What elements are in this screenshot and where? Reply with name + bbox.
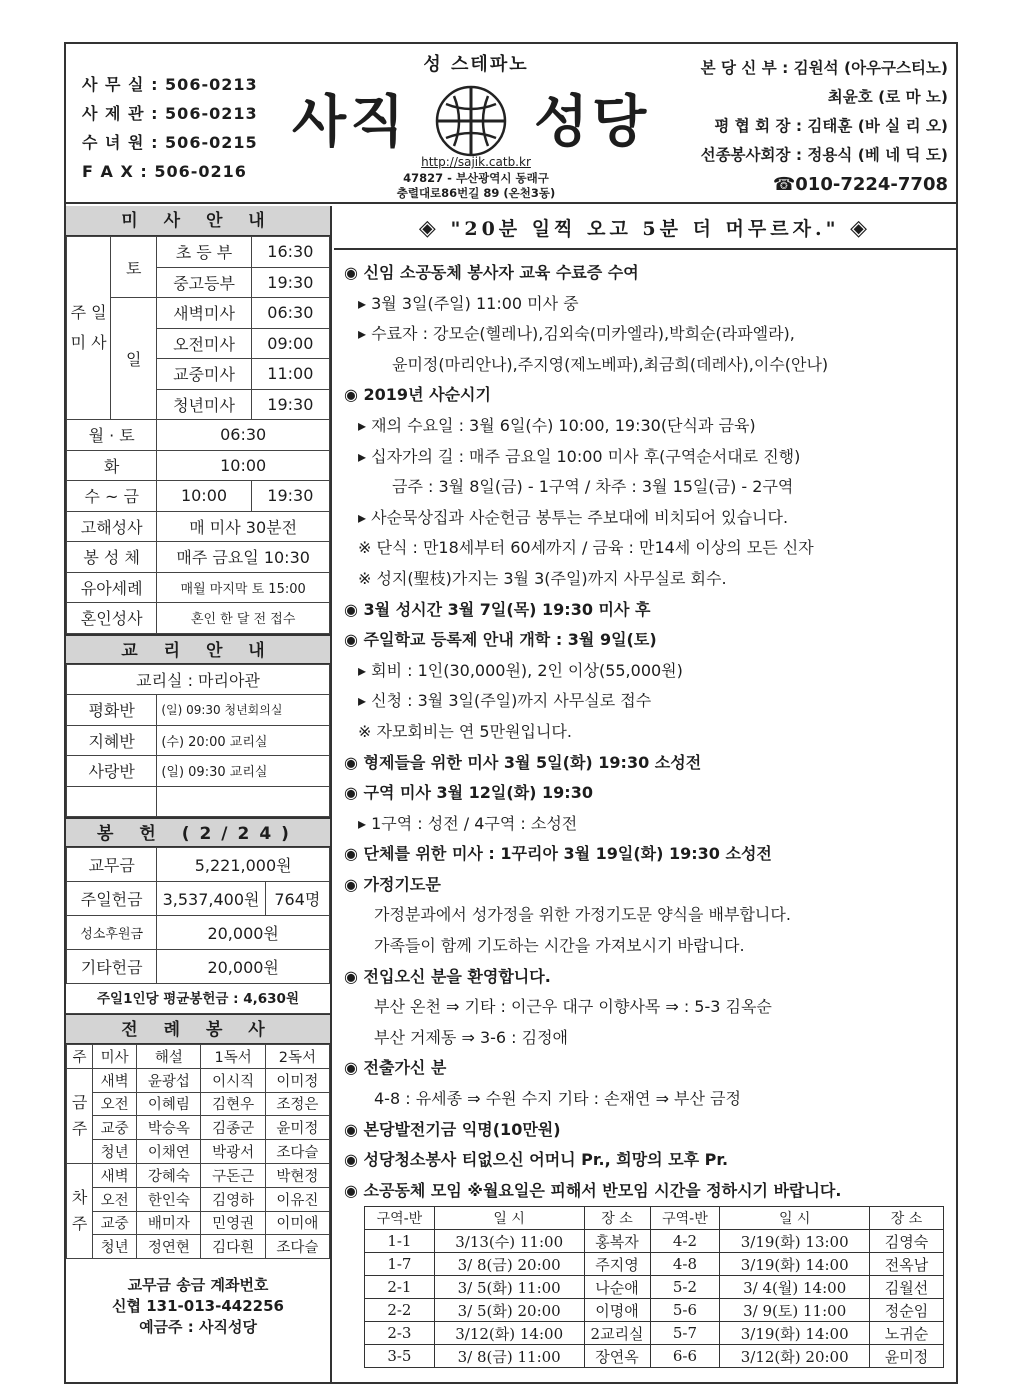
bank-account-number: 신협 131-013-442256: [112, 1297, 284, 1316]
notice-line: 부산 온천 ⇒ 기타 : 이근우 대구 이향사목 ⇒ : 5-3 김옥순: [374, 997, 772, 1017]
catechism-room: 교리실 : 마리아관: [67, 664, 330, 695]
reader-2: 이유진: [265, 1187, 329, 1211]
reader-2: 윤미정: [265, 1116, 329, 1140]
clergy-list: [701, 54, 948, 199]
contact-fax: F A X : 506-0216: [82, 162, 247, 181]
reader-2: 조다슬: [265, 1235, 329, 1259]
notice-line: ※ 자모회비는 연 5만원입니다.: [358, 721, 572, 741]
sacrament-label: 봉 성 체: [67, 542, 157, 573]
class-schedule: (수) 20:00 교리실: [157, 725, 330, 756]
schedule-row: [365, 1345, 944, 1368]
clergy-pastor: 본 당 신 부 : 김원석 (아우구스티노): [700, 59, 948, 77]
reader-1: 박광서: [201, 1140, 265, 1164]
notice-heading: ◉ 형제들을 위한 미사 3월 5일(화) 19:30 소성전: [344, 752, 702, 772]
schedule-cell: 김영숙: [870, 1230, 944, 1253]
schedule-cell: 2-3: [365, 1322, 435, 1345]
sacrament-label: 혼인성사: [67, 603, 157, 634]
commentator: 배미자: [137, 1211, 201, 1235]
notice-heading: ◉ 2019년 사순시기: [344, 385, 491, 405]
bank-label: 교무금 송금 계좌번호: [127, 1276, 269, 1295]
motto-banner: [334, 206, 956, 250]
phone-number: ☎010-7224-7708: [772, 174, 948, 195]
schedule-header: 장 소: [870, 1207, 944, 1230]
schedule-cell: 4-8: [650, 1253, 720, 1276]
schedule-header: 구역-반: [650, 1207, 720, 1230]
notice-line: 가정분과에서 성가정을 위한 가정기도문 양식을 배부합니다.: [374, 905, 791, 925]
mass-slot: 새벽: [93, 1068, 137, 1092]
address: [366, 171, 586, 201]
sunday-mass-label: 주 일 미 사: [67, 237, 111, 420]
sacrament-value: 혼인 한 달 전 접수: [157, 603, 330, 634]
column-header: 주: [67, 1045, 93, 1069]
sacrament-value: 매주 금요일 10:30: [157, 542, 330, 573]
mass-time: 19:30: [251, 389, 329, 420]
column-header: 1독서: [201, 1045, 265, 1069]
notice-line: ▸ 수료자 : 강모순(헬레나),김외숙(미카엘라),박희순(라파엘라),: [358, 324, 795, 344]
reader-2: 조정은: [265, 1092, 329, 1116]
diamond-icon: ◈: [850, 215, 872, 241]
mass-slot: 청년: [93, 1140, 137, 1164]
notice-line: ▸ 1구역 : 성전 / 4구역 : 소성전: [358, 813, 578, 833]
schedule-cell: 3/12(화) 20:00: [720, 1345, 870, 1368]
schedule-cell: 주지영: [584, 1253, 650, 1276]
schedule-cell: 4-2: [650, 1230, 720, 1253]
schedule-row: [365, 1276, 944, 1299]
schedule-cell: 3/ 4(월) 14:00: [720, 1276, 870, 1299]
small-community-schedule: [364, 1206, 944, 1368]
commentator: 한인숙: [137, 1187, 201, 1211]
class-name: 지혜반: [67, 725, 157, 756]
parish-patron: 성 스테파노: [423, 54, 529, 75]
weekday-time: 06:30: [157, 420, 330, 451]
mass-time: 09:00: [251, 328, 329, 359]
address-line-2: 충렬대로86번길 89 (온천3동): [396, 186, 556, 200]
schedule-cell: 3/ 5(화) 11:00: [434, 1276, 584, 1299]
weekday-label: 화: [67, 450, 157, 481]
reader-1: 김현우: [201, 1092, 265, 1116]
reader-1: 민영권: [201, 1211, 265, 1235]
schedule-cell: 노귀순: [870, 1322, 944, 1345]
reader-2: 박현정: [265, 1163, 329, 1187]
schedule-cell: 3/ 9(토) 11:00: [720, 1299, 870, 1322]
offering-name: 교무금: [67, 848, 157, 882]
clergy-funeral-president: 선종봉사회장 : 정용식 (베 네 딕 도): [700, 146, 948, 164]
reader-1: 이시직: [201, 1068, 265, 1092]
class-schedule: (일) 09:30 청년회의실: [157, 695, 330, 726]
offering-table: [66, 847, 330, 984]
empty-cell: [157, 786, 330, 817]
schedule-row: [365, 1230, 944, 1253]
sacrament-value: 매월 마지막 토 15:00: [157, 572, 330, 603]
column-header: 해설: [137, 1045, 201, 1069]
mass-name: 오전미사: [157, 328, 251, 359]
schedule-cell: 3/19(화) 13:00: [720, 1230, 870, 1253]
notice-heading: ◉ 신임 소공동체 봉사자 교육 수료증 수여: [344, 263, 639, 282]
mass-time: 11:00: [251, 359, 329, 390]
mass-name: 새벽미사: [157, 298, 251, 329]
schedule-header: 일 시: [434, 1207, 584, 1230]
empty-cell: [67, 786, 157, 817]
parish-title-right: 성당: [534, 90, 651, 155]
reader-2: 이미애: [265, 1211, 329, 1235]
attendance-count: 764명: [265, 882, 329, 916]
column-header: 미사: [93, 1045, 137, 1069]
notice-line: ▸ 회비 : 1인(30,000원), 2인 이상(55,000원): [358, 660, 683, 680]
schedule-cell: 3/ 5(화) 20:00: [434, 1299, 584, 1322]
notice-line: 부산 거제동 ⇒ 3-6 : 김정애: [374, 1027, 569, 1047]
average-offering: 주일1인당 평균봉헌금 : 4,630원: [66, 984, 330, 1014]
notice-line: ▸ 신청 : 3월 3일(주일)까지 사무실로 접수: [358, 691, 652, 711]
address-line-1: 47827 - 부산광역시 동래구: [403, 171, 549, 185]
liturgy-section-title: 전 례 봉 사: [66, 1014, 330, 1044]
class-name: 사랑반: [67, 756, 157, 787]
schedule-header: 장 소: [584, 1207, 650, 1230]
schedule-cell: 1-1: [365, 1230, 435, 1253]
schedule-cell: 이명애: [584, 1299, 650, 1322]
notice-line: 금주 : 3월 8일(금) - 1구역 / 차주 : 3월 15일(금) - 2구역: [392, 477, 794, 497]
right-column: [334, 206, 956, 1382]
schedule-cell: 6-6: [650, 1345, 720, 1368]
schedule-header: 일 시: [720, 1207, 870, 1230]
mass-slot: 청년: [93, 1235, 137, 1259]
mass-slot: 오전: [93, 1092, 137, 1116]
reader-1: 구돈근: [201, 1163, 265, 1187]
reader-1: 김종군: [201, 1116, 265, 1140]
bulletin-page: [64, 42, 958, 1384]
reader-2: 조다슬: [265, 1140, 329, 1164]
schedule-cell: 홍복자: [584, 1230, 650, 1253]
weekday-time: 10:00: [157, 450, 330, 481]
notice-heading: ◉ 가정기도문: [344, 874, 441, 894]
schedule-cell: 2-1: [365, 1276, 435, 1299]
schedule-cell: 3/ 8(금) 20:00: [434, 1253, 584, 1276]
notice-line: ▸ 재의 수요일 : 3월 6일(수) 10:00, 19:30(단식과 금육): [358, 415, 756, 435]
offering-name: 기타헌금: [67, 950, 157, 984]
contact-convent: 수 녀 원 : 506-0215: [82, 133, 258, 152]
column-header: 2독서: [265, 1045, 329, 1069]
saturday-label: 토: [111, 237, 157, 298]
commentator: 윤광섭: [137, 1068, 201, 1092]
schedule-cell: 3/12(화) 14:00: [434, 1322, 584, 1345]
commentator: 정연현: [137, 1235, 201, 1259]
offering-name: 성소후원금: [67, 916, 157, 950]
schedule-cell: 나순애: [584, 1276, 650, 1299]
schedule-cell: 2-2: [365, 1299, 435, 1322]
bank-account-holder: 예금주 : 사직성당: [139, 1318, 257, 1337]
schedule-row: [365, 1299, 944, 1322]
commentator: 강혜숙: [137, 1163, 201, 1187]
mass-slot: 교중: [93, 1116, 137, 1140]
sacrament-label: 유아세례: [67, 572, 157, 603]
mass-time: 19:30: [251, 267, 329, 298]
mass-name: 초 등 부: [157, 237, 251, 268]
mass-slot: 새벽: [93, 1163, 137, 1187]
reader-2: 이미정: [265, 1068, 329, 1092]
mass-slot: 교중: [93, 1211, 137, 1235]
notice-line: ▸ 3월 3일(주일) 11:00 미사 중: [358, 293, 579, 313]
mass-table: [66, 236, 330, 634]
schedule-cell: 3-5: [365, 1345, 435, 1368]
commentator: 이혜림: [137, 1092, 201, 1116]
catechism-table: [66, 664, 330, 818]
schedule-row: [365, 1322, 944, 1345]
schedule-cell: 3/19(화) 14:00: [720, 1322, 870, 1345]
mass-section-title: 미 사 안 내: [66, 206, 330, 236]
offering-name: 주일헌금: [67, 882, 157, 916]
reader-1: 김다흰: [201, 1235, 265, 1259]
notice-line: 윤미정(마리안나),주지영(제노베파),최금희(데레사),이수(안나): [392, 354, 829, 374]
offering-amount: 20,000원: [157, 950, 330, 984]
schedule-cell: 5-6: [650, 1299, 720, 1322]
schedule-cell: 2교리실: [584, 1322, 650, 1345]
notice-heading: ◉ 전입오신 분을 환영합니다.: [344, 966, 551, 986]
class-name: 평화반: [67, 695, 157, 726]
schedule-cell: 5-2: [650, 1276, 720, 1299]
offering-amount: 3,537,400원: [157, 882, 265, 916]
this-week-label: 금 주: [67, 1068, 93, 1163]
sacrament-value: 매 미사 30분전: [157, 511, 330, 542]
notice-heading: ◉ 3월 성시간 3월 7일(목) 19:30 미사 후: [344, 599, 651, 619]
mass-time: 06:30: [251, 298, 329, 329]
website-link[interactable]: http://sajik.catb.kr: [421, 155, 531, 169]
motto-text: "20분 일찍 오고 5분 더 머무르자.": [450, 218, 840, 240]
schedule-cell: 3/19(화) 14:00: [720, 1253, 870, 1276]
mass-name: 청년미사: [157, 389, 251, 420]
header: [66, 44, 956, 204]
weekday-time: 10:00: [157, 481, 251, 512]
next-week-label: 차 주: [67, 1163, 93, 1258]
schedule-cell: 전옥남: [870, 1253, 944, 1276]
notice-list: [334, 250, 956, 1206]
class-schedule: (일) 09:30 교리실: [157, 756, 330, 787]
notice-heading: ◉ 소공동체 모임 ※월요일은 피해서 반모임 시간을 정하시기 바랍니다.: [344, 1180, 842, 1200]
notice-line: ▸ 사순묵상집과 사순헌금 봉투는 주보대에 비치되어 있습니다.: [358, 507, 789, 527]
schedule-cell: 장연옥: [584, 1345, 650, 1368]
notice-line: 4-8 : 유세종 ⇒ 수원 수지 기타 : 손재연 ⇒ 부산 금정: [374, 1089, 741, 1109]
left-column: [66, 206, 332, 1382]
notice-heading: ◉ 단체를 위한 미사 : 1꾸리아 3월 19일(화) 19:30 소성전: [344, 844, 772, 864]
schedule-row: [365, 1253, 944, 1276]
schedule-cell: 5-7: [650, 1322, 720, 1345]
offering-amount: 5,221,000원: [157, 848, 330, 882]
notice-heading: ◉ 본당발전기금 익명(10만원): [344, 1119, 561, 1139]
weekday-label: 월 · 토: [67, 420, 157, 451]
schedule-cell: 정순임: [870, 1299, 944, 1322]
weekday-label: 수 ~ 금: [67, 481, 157, 512]
schedule-header: 구역-반: [365, 1207, 435, 1230]
contact-list: [82, 70, 258, 186]
notice-heading: ◉ 구역 미사 3월 12일(화) 19:30: [344, 783, 593, 803]
commentator: 이채연: [137, 1140, 201, 1164]
offering-section-title: 봉 헌 (2/24): [66, 817, 330, 847]
mass-time: 16:30: [251, 237, 329, 268]
notice-line: ※ 단식 : 만18세부터 60세까지 / 금육 : 만14세 이상의 모든 신자: [358, 538, 814, 558]
bank-account-info: [66, 1259, 330, 1338]
mass-name: 교중미사: [157, 359, 251, 390]
reader-1: 김영하: [201, 1187, 265, 1211]
notice-line: 가족들이 함께 기도하는 시간을 가져보시기 바랍니다.: [374, 936, 745, 956]
liturgy-table: [66, 1044, 330, 1259]
sacrament-label: 고해성사: [67, 511, 157, 542]
schedule-cell: 3/ 8(금) 11:00: [434, 1345, 584, 1368]
parish-title-left: 사직: [292, 90, 409, 155]
schedule-cell: 3/13(수) 11:00: [434, 1230, 584, 1253]
notice-heading: ◉ 전출가신 분: [344, 1058, 447, 1078]
parish-logo-icon: [432, 82, 510, 160]
schedule-cell: 김월선: [870, 1276, 944, 1299]
diamond-icon: ◈: [418, 215, 440, 241]
notice-line: ※ 성지(聖枝)가지는 3월 3(주일)까지 사무실로 회수.: [358, 568, 727, 588]
clergy-council-president: 평 협 회 장 : 김태훈 (바 실 리 오): [714, 117, 948, 135]
mass-slot: 오전: [93, 1187, 137, 1211]
mass-name: 중고등부: [157, 267, 251, 298]
commentator: 박승옥: [137, 1116, 201, 1140]
weekday-time: 19:30: [251, 481, 329, 512]
notice-line: ▸ 십자가의 길 : 매주 금요일 10:00 미사 후(구역순서대로 진행): [358, 446, 801, 466]
notice-heading: ◉ 주일학교 등록제 안내 개학 : 3월 9일(토): [344, 630, 657, 650]
contact-rectory: 사 제 관 : 506-0213: [82, 104, 258, 123]
notice-heading: ◉ 성당청소봉사 티없으신 어머니 Pr., 희망의 모후 Pr.: [344, 1150, 729, 1170]
clergy-assistant: 최윤호 (로 마 노): [827, 88, 948, 106]
sunday-label: 일: [111, 298, 157, 420]
catechism-section-title: 교 리 안 내: [66, 634, 330, 664]
offering-amount: 20,000원: [157, 916, 330, 950]
schedule-cell: 1-7: [365, 1253, 435, 1276]
schedule-cell: 윤미정: [870, 1345, 944, 1368]
contact-office: 사 무 실 : 506-0213: [82, 75, 258, 94]
